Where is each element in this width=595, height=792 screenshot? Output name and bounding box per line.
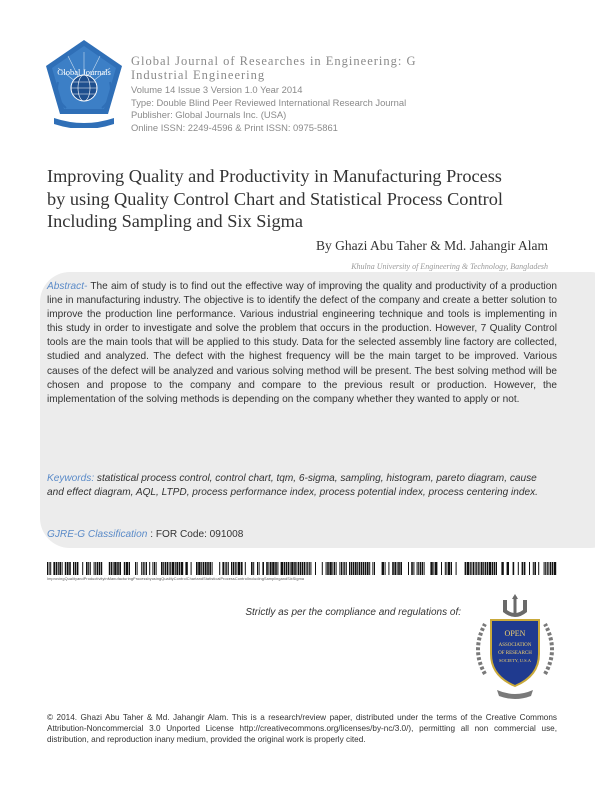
seal-line4: SOCIETY, U.S.A <box>499 658 531 663</box>
journal-title-line1: Global Journal of Researches in Engineering: G <box>131 54 417 68</box>
affiliation: Khulna University of Engineering & Technology, Bangladesh <box>351 262 548 271</box>
keywords-label: Keywords: <box>47 473 95 484</box>
barcode-text: ImprovingQualityandProductivityinManufacturingProcessbyusingQualityControlChartandStatisticalProcessControlIncludingSamplingandSixSigma <box>47 577 305 581</box>
open-association-seal <box>467 594 563 702</box>
abstract <box>47 280 557 407</box>
abstract-text: The aim of study is to find out the effective way of improving the quality and productivity of a production line in manufacturing industry. The objective is to identify the defect of the company and create a better solution to improve the production line performance. Various industrial engineering technique and tools is implementing in this study in order to investigate and solve the problem that occurs in the production. However, 7 Quality Control tools are the main tools that will be applied to this study. Data for the selected assembly line factory are collected, studied and analyzed. The defect with the highest frequency will be the main target to be improved. Various causes of the defect will be analyzed and various solving method will be present. The best solving method will be chosen and propose to the company and compare to the previous result or production. However, the implementation of the solving methods is depending on the company whether they wanted to apply or not. <box>47 281 557 405</box>
issn-line: Online ISSN: 2249-4596 & Print ISSN: 0975-5861 <box>131 121 338 133</box>
seal-line1: OPEN <box>504 629 526 638</box>
abstract-label: Abstract- <box>47 281 88 292</box>
global-journals-logo <box>44 38 124 128</box>
publisher-line: Publisher: Global Journals Inc. (USA) <box>131 109 287 120</box>
classification <box>47 529 547 540</box>
title-line3: Including Sampling and Six Sigma <box>47 211 303 231</box>
journal-meta <box>131 84 571 134</box>
license-text: © 2014. Ghazi Abu Taher & Md. Jahangir Alam. This is a research/review paper, distributed under the terms of the Creative Commons Attribution-Noncommercial 3.0 Unported License http://creativecommons.org/licenses/by-nc/3.0/), permitting all non commercial use, distribution, and reproduction inany medium, provided the original work is properly cited. <box>47 713 557 744</box>
keywords-text: statistical process control, control chart, tqm, 6-sigma, sampling, histogram, pareto diagram, cause and effect diagram, AQL, LTPD, process performance index, process potential index, process centering index. <box>47 473 538 499</box>
journal-title <box>131 54 571 82</box>
title-line2: by using Quality Control Chart and Statistical Process Control <box>47 188 503 209</box>
compliance-statement: Strictly as per the compliance and regulations of: <box>245 607 461 618</box>
seal-line2: ASSOCIATION <box>498 643 532 648</box>
volume-line: Volume 14 Issue 3 Version 1.0 Year 2014 <box>131 84 303 95</box>
type-line: Type: Double Blind Peer Reviewed International Research Journal <box>131 96 407 108</box>
title-line1: Improving Quality and Productivity in Manufacturing Process <box>47 166 502 186</box>
seal-line3: OF RESEARCH <box>498 651 532 656</box>
logo-text: Global Journals <box>57 67 111 77</box>
classification-text: : FOR Code: 091008 <box>150 529 244 540</box>
classification-label: GJRE-G Classification <box>47 529 151 540</box>
keywords <box>47 472 547 500</box>
paper-title <box>47 165 557 233</box>
barcode <box>47 562 559 575</box>
journal-title-line2: Industrial Engineering <box>131 68 266 82</box>
authors: By Ghazi Abu Taher & Md. Jahangir Alam <box>315 238 548 253</box>
